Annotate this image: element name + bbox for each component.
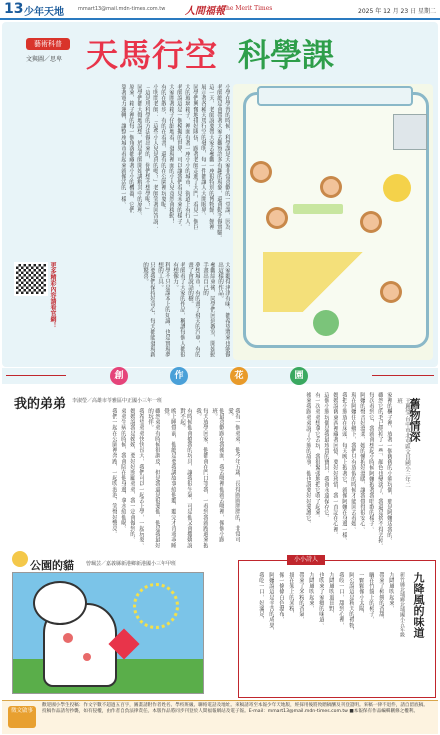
lamp-ball-icon: [383, 174, 411, 202]
text-column: 小明問老師：「這些小人兒是真的嗎？」老師笑著回答說：: [152, 84, 158, 230]
girl-figure-icon: [363, 214, 379, 230]
text-column: 老師總是會帶著大家去觀察許多有趣的現象，還會動手做實驗。: [216, 84, 222, 241]
creative-char: 園: [290, 367, 308, 385]
text-column: 只要我們保持好奇心，每天都能發現新的驚喜。: [142, 262, 155, 358]
creative-garden-band: [2, 368, 438, 384]
artwork-author: 曾珮芸／嘉義縣新港鄉新港國小三年甲班: [86, 561, 177, 567]
text-column: 他最喜歡跟在我後面，我去哪裡他就去哪裡，像個小跟班。: [211, 408, 224, 543]
text-column: 夢想城市，有的畫了飛天的汽車，有的畫了會說話的樹。: [187, 262, 200, 358]
text-column: 同學們都大聲地說想，於是老師開始講解其中的原理。: [136, 84, 142, 219]
staircase-icon: [263, 252, 403, 312]
section-title: 少年天地: [24, 7, 64, 18]
article-text: [12, 408, 240, 548]
text-column: 晚上睡覺前，他總是要我講故事給他聽，聽完才肯乖乖睡覺。: [163, 408, 176, 548]
text-column: 有一次弟弟想拿它去玩，我很緊張地把它收了起來。: [314, 392, 320, 521]
divider: [6, 375, 66, 376]
text-column: 掛在架上的米粉，: [288, 572, 294, 617]
text-column: 阿公說這是秋天的禮物，: [348, 572, 354, 634]
bench-icon: [293, 204, 343, 214]
section-email: mmart13@mail.mdn-times.com.tw: [78, 6, 166, 12]
text-column: 有時候他會搶我的玩具，讓我很生氣，可是他又會撒嬌說對不起。: [179, 408, 192, 548]
text-column: 每次看到它，我就會想起小時候阿嬤抱著我唱歌的樣子。: [368, 392, 374, 532]
spot-icon: [63, 633, 73, 643]
page-number: 13: [4, 1, 24, 17]
text-column: 每天放學回家，他都會在門口等我，一看到我就跑過來抱我。: [195, 408, 208, 548]
poem-text: [244, 572, 394, 692]
girl-figure-icon: [269, 210, 285, 226]
creative-char: 作: [170, 367, 188, 385]
text-column: 帶來了米粉的香氣，: [298, 572, 304, 623]
text-column: 這個小熊玩偶是我最珍貴的寶貝，我會永遠保存它。: [323, 392, 329, 521]
girl-figure-icon: [383, 284, 399, 300]
artwork-title: 公園的貓: [30, 559, 74, 572]
text-column: 展示著各種天馬行空的發明，每一件都讓人大開眼界。: [200, 84, 206, 219]
feature-tag: 藝術科普: [26, 38, 70, 50]
text-column: 現在阿嬤住在鄉下，我們只有放假的時候才能回去看她。: [350, 392, 356, 532]
text-column: 小學在學習的時候，科學課是大家非常喜歡的一堂課，因為: [224, 84, 230, 230]
text-column: 我希望弟弟快快長大，我們可以一起去上學，一起玩耍。: [138, 408, 144, 548]
brand-english: The Merit Times: [222, 5, 273, 12]
article-title: 我的弟弟: [14, 397, 67, 412]
article-author: 李淑瑩／高雄市苓雅區中正國小三年一班: [72, 398, 163, 404]
text-column: 參觀結束後，同學們回到教室，開始動手畫出自己的: [202, 262, 215, 358]
qr-code-icon[interactable]: [14, 262, 48, 296]
text-column: 這一天，老師說要帶大家去參觀一座很特別的博物館，館裡: [208, 84, 214, 230]
box-lid-icon: [257, 86, 413, 106]
text-column: 弟弟生病的時候，我會陪在他身邊，拿水給他喝。: [120, 408, 126, 532]
creative-char: 花: [230, 367, 248, 385]
text-column: 老師說這是一個模擬的世界，可以讓我們看見未來的樣子。: [176, 84, 182, 230]
feature-illustration: [233, 84, 433, 360]
text-column: 我吃一口，好滿足，: [258, 572, 264, 623]
poem-title: 九降風的味道: [412, 572, 425, 638]
issue-date: 2025 年 12 月 23 日 星期二: [358, 8, 436, 15]
text-column: 一顆顆像小太陽，: [358, 572, 364, 617]
cat-painting: [12, 572, 204, 694]
cat-head-icon: [33, 581, 87, 625]
text-column: 雖然它的毛已經掉了一些，顏色也變淡了，我還是捨不得丟掉。: [377, 392, 383, 549]
girl-figure-icon: [253, 164, 269, 180]
text-column: 我把小熊放在床頭，每天晚上抱著它，就像阿嬤在身邊一樣。: [341, 392, 347, 544]
text-column: 曬在竹篩上的柿子，: [368, 572, 374, 623]
text-column: 九降風吹起來，: [388, 572, 394, 612]
text-column: 帶來了柿餅的香甜，: [378, 572, 384, 623]
creative-char: 創: [110, 367, 128, 385]
footer-tag: 徵文啟事: [8, 706, 36, 728]
footer-text: 歡迎國小學生投稿：作文字數不超過五百字，圖畫請附作者姓名、學校班級、聯絡電話及地址。來稿請寄至本報少年天地版，經採用後將致贈稿酬及刊登證明。來稿一律不退件，請自留底稿。投稿作品請勿抄襲，如有侵權，由作者自負法律責任。本版作品將同步刊登於人間福報網站及電子報。E-mail：mmart13@mail.mdn-times.com.tw ■本報保有作品編輯刪修之權利。: [42, 703, 428, 714]
feature-text: [12, 84, 230, 260]
text-column: 原來，箱子裡的每一個角落都藏著小小的機器，它們: [128, 84, 134, 213]
text-column: 九降風吹起來，: [308, 572, 314, 612]
text-column: 「這是用科學的方法做出來的，你們想不想學呢？」: [144, 84, 150, 213]
poem-header: 小小詩人: [287, 555, 325, 565]
text-column: 我們一起在公園裡奔跑，一起吹泡泡，笑聲好響亮。: [111, 408, 117, 537]
text-column: 有的在散步，有的在看書，還有的在公園裡玩耍呢。: [160, 84, 166, 213]
text-column: 媽媽說舊東西裡藏著回憶，要好好珍惜，我一直記在心裡。: [332, 392, 338, 538]
divider: [372, 375, 434, 376]
text-column: 大家圍著箱子仔細地看，發現裡面的小人兒竟然會移動！: [168, 84, 174, 224]
text-column: 大的玻璃箱子，裡面有著一座小小的城市，街道上有行人。: [184, 84, 190, 230]
text-column: 科學不只是課本上的知識，也是實現夢想的工具。: [157, 262, 170, 358]
feature-title: 天馬行空: [86, 36, 219, 74]
text-column: 也吹來了家鄉的味道。: [318, 572, 324, 628]
text-column: 老師看了大家的作品，稱讚每個人都很有想像力。: [172, 262, 185, 358]
girl-figure-icon: [323, 179, 339, 195]
text-column: 靠著電力運轉，讓整座城市看起來就像活的一樣。: [120, 84, 126, 208]
text-column: 後來我跟弟弟說了小熊的故事，他也說要好好愛護它。: [305, 392, 311, 527]
flower-icon: [133, 583, 179, 629]
text-column: 阿嬤的聲音好溫柔，她的懷抱好溫暖，讓我覺得很安心。: [359, 392, 365, 532]
text-column: 家裡的櫃子裡，放著一個舊舊的小熊玩偶，那是阿嬤送我的。: [386, 392, 392, 544]
text-column: 我有一個弟弟，他今年五歲，長得圓圓胖胖的，非常可愛。: [227, 408, 240, 543]
text-column: 雖然弟弟有時候很調皮，但是我還是很愛他，他是我最好的玩伴。: [147, 408, 160, 548]
article-author: 王麗瑩 台中市北屯區文昌國小三年二班: [396, 398, 410, 488]
text-column: 阿嬤說這是辛苦的成果，: [268, 572, 274, 634]
feature-author: 文與圖／思卑: [26, 56, 63, 63]
text-column: 我咬一口，甜到心裡，: [338, 572, 344, 628]
spot-icon: [83, 653, 91, 661]
green-ball-icon: [313, 310, 339, 336]
brand-logo: 人間福報: [185, 6, 225, 17]
feature-title-part2: 科學課: [238, 36, 335, 74]
text-column: 媽媽說我是姊姊，要好好照顧弟弟，我一定會做到的。: [129, 408, 135, 543]
text-column: 像一條條白色瀑布，: [278, 572, 284, 623]
feature-text-lower: [70, 262, 230, 360]
text-column: 大家聽得津津有味，都希望將來也能做出這樣的作品。: [217, 262, 230, 358]
article-title: 舊物情深: [408, 398, 421, 442]
text-column: 同學們興奮地排好隊伍，跟著老師走進了大門，看見一個巨: [192, 84, 198, 230]
text-column: 九降風吹過田野，: [328, 572, 334, 617]
poem-author: 新竹縣北埔鄉北埔國小五年級: [399, 572, 405, 637]
cat-decor-icon: [12, 551, 28, 567]
article-text: [244, 392, 392, 552]
safe-box-icon: [393, 114, 427, 150]
qr-label: 更多精彩內容請看官網！: [49, 262, 56, 328]
